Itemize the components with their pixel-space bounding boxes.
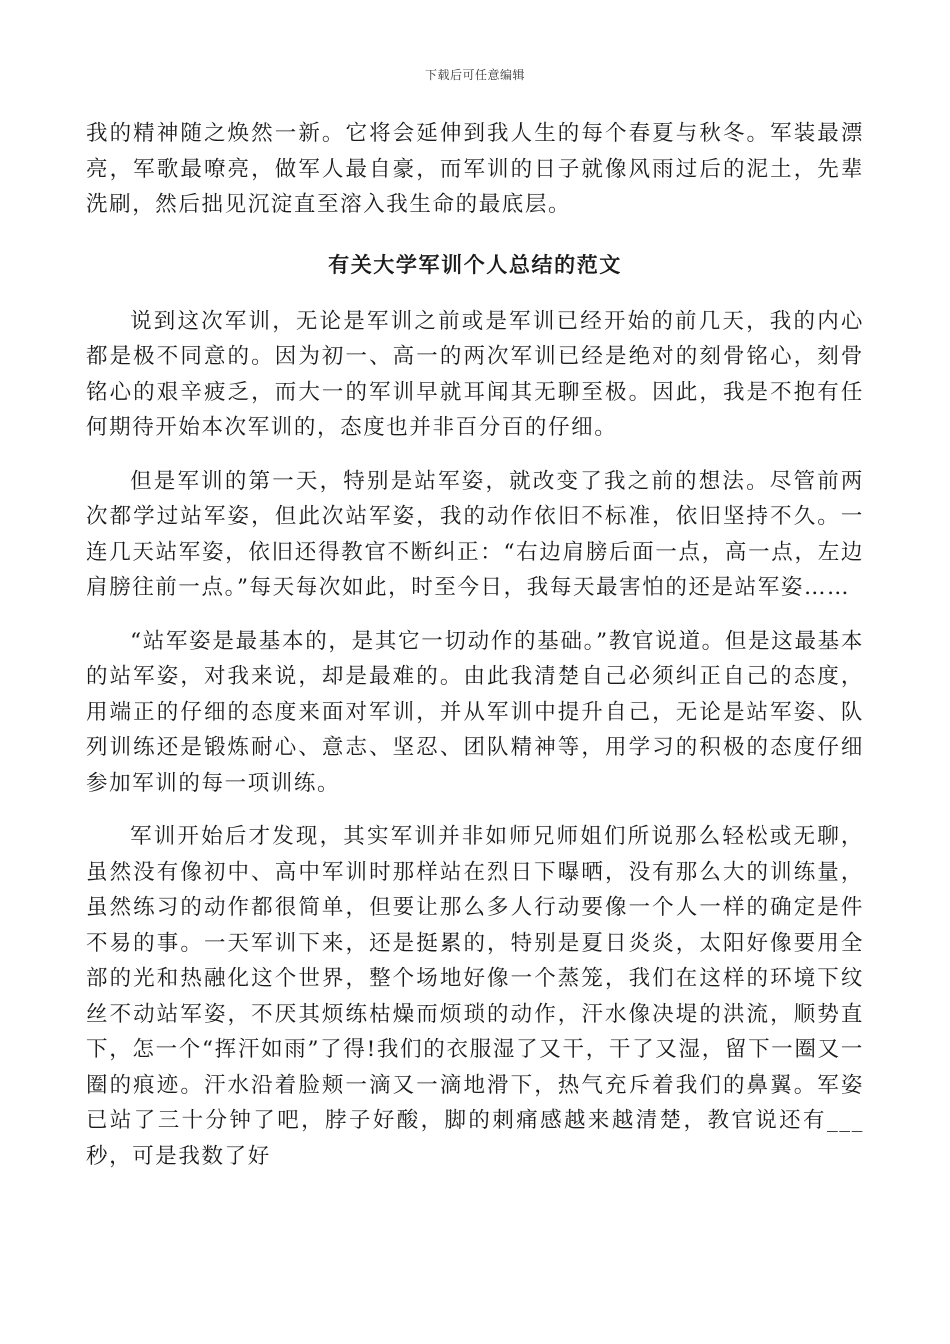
section-title: 有关大学军训个人总结的范文	[328, 251, 622, 277]
paragraph-2: 但是军训的第一天，特别是站军姿，就改变了我之前的想法。尽管前两次都学过站军姿，但此次站军姿，我的动作依旧不标准，依旧坚持不久。一连几天站军姿，依旧还得教官不断纠正：“右边肩膀后面一点，高一点，左边肩膀往前一点。”每天每次如此，时至今日，我每天最害怕的还是站军姿……	[86, 468, 864, 600]
intro-paragraph: 我的精神随之焕然一新。它将会延伸到我人生的每个春夏与秋冬。军装最漂亮，军歌最嘹亮，做军人最自豪，而军训的日子就像风雨过后的泥土，先辈洗刷，然后拙见沉淀直至溶入我生命的最底层。	[86, 121, 864, 217]
paragraph-1: 说到这次军训，无论是军训之前或是军训已经开始的前几天，我的内心都是极不同意的。因为初一、高一的两次军训已经是绝对的刻骨铭心，刻骨铭心的艰辛疲乏，而大一的军训早就耳闻其无聊至极。因此，我是不抱有任何期待开始本次军训的，态度也并非百分百的仔细。	[86, 308, 864, 440]
document-body	[86, 116, 864, 1174]
paragraph-3: “站军姿是最基本的，是其它一切动作的基础。”教官说道。但是这最基本的站军姿，对我来说，却是最难的。由此我清楚自己必须纠正自己的态度，用端正的仔细的态度来面对军训，并从军训中提升自己，无论是站军姿、队列训练还是锻炼耐心、意志、坚忍、团队精神等，用学习的积极的态度仔细参加军训的每一项训练。	[86, 628, 864, 796]
paragraph-4: 军训开始后才发现，其实军训并非如师兄师姐们所说那么轻松或无聊，虽然没有像初中、高中军训时那样站在烈日下曝晒，没有那么大的训练量，虽然练习的动作都很简单，但要让那么多人行动要像一个人一样的确定是件不易的事。一天军训下来，还是挺累的，特别是夏日炎炎，太阳好像要用全部的光和热融化这个世界，整个场地好像一个蒸笼，我们在这样的环境下纹丝不动站军姿，不厌其烦练枯燥而烦琐的动作，汗水像决堤的洪流，顺势直下，怎一个“挥汗如雨”了得!我们的衣服湿了又干，干了又湿，留下一圈又一圈的痕迹。汗水沿着脸颊一滴又一滴地滑下，热气充斥着我们的鼻翼。军姿已站了三十分钟了吧，脖子好酸，脚的刺痛感越来越清楚，教官说还有___秒，可是我数了好	[86, 824, 864, 1169]
page-header-note: 下载后可任意编辑	[424, 68, 525, 82]
